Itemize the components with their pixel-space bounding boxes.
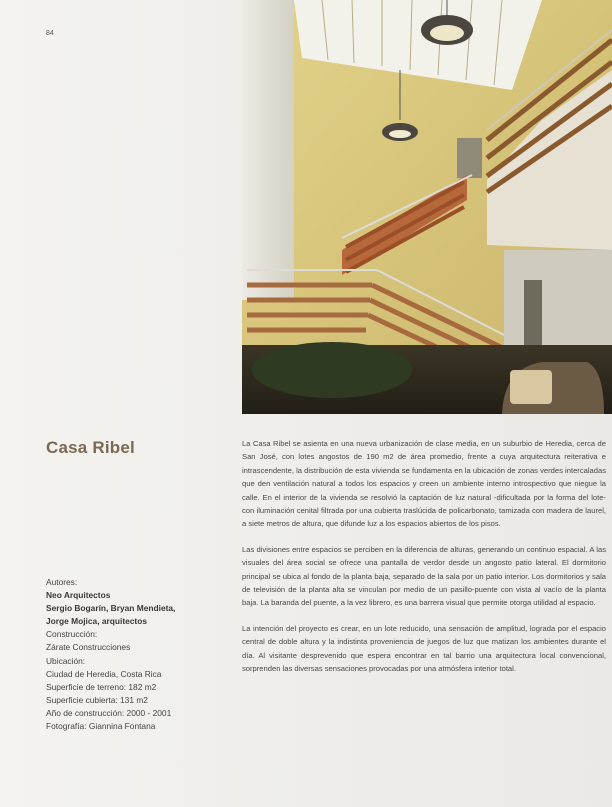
architects-line-2: Jorge Mojica, arquitectos	[46, 616, 147, 627]
paragraph-1: La Casa Ribel se asienta en una nueva urbanización de clase media, en un suburbio de Heredia, cerca de San José, con lotes angostos de 190 m2 de área promedio, frente a cuya arquitectura reiterativa e intrascendente, la distribución de esta vivienda se fundamenta en la ubicación de zonas verdes intercaladas que den ventilación natural a todos los espacios y creen un ambiente interno introspectivo que niegue la calle. En el interior de la vivienda se resolvió la captación de luz natural -dificultada por la forma del lote- con iluminación cenital filtrada por una cubierta traslúcida de policarbonato, tamizada con madera de laurel, a siete metros de altura, que difunde luz a los espacios abiertos de los pisos.	[242, 439, 606, 529]
location-label: Ubicación:	[46, 655, 86, 666]
paragraph-2: Las divisiones entre espacios se perciben en la diferencia de alturas, generando un continuo espacial. A las visuales del área social se ofrece una pantalla de verdor desde un angosto patio lateral. El dormitorio principal se ubica al fondo de la planta baja, separado de la sala por un patio interior. Los dormitorios y sala de televisión de la planta alta se vinculan por medio de un pasillo-puente con vista al vacío de la planta baja. La baranda del puente, a la vez librero, es una barrera visual que permite otorga utilidad al espacio.	[242, 544, 606, 608]
authors-label: Autores:	[46, 577, 78, 587]
paragraph-3: La intención del proyecto es crear, en un lote reducido, una sensación de amplitud, lograda por el espacio central de doble altura y la indistinta proveniencia de juegos de luz que matizan los ambientes durante el día. Al visitante desprevenido que espera encontrar en tal barrio una arquitectura local convencional, sorprenden las diversas sensaciones provocadas por una atmósfera interior total.	[242, 623, 606, 674]
article-body	[242, 437, 606, 688]
location-value: Ciudad de Heredia, Costa Rica	[46, 668, 162, 679]
project-title: Casa Ribel	[46, 438, 135, 457]
built-area: Superficie cubierta: 131 m2	[46, 694, 148, 705]
photo-illustration	[242, 0, 612, 414]
land-area: Superficie de terreno: 182 m2	[46, 681, 157, 692]
construction-company: Zárate Construcciones	[46, 642, 131, 653]
construction-label: Construcción:	[46, 629, 98, 640]
project-credits	[46, 576, 236, 733]
firm-name: Neo Arquitectos	[46, 590, 111, 601]
photography-credit: Fotografía: Giannina Fontana	[46, 721, 156, 732]
interior-staircase-photo	[242, 0, 612, 414]
page-number: 84	[46, 30, 54, 37]
architects-line-1: Sergio Bogarín, Bryan Mendieta,	[46, 603, 176, 614]
construction-year: Año de construcción: 2000 - 2001	[46, 707, 172, 718]
